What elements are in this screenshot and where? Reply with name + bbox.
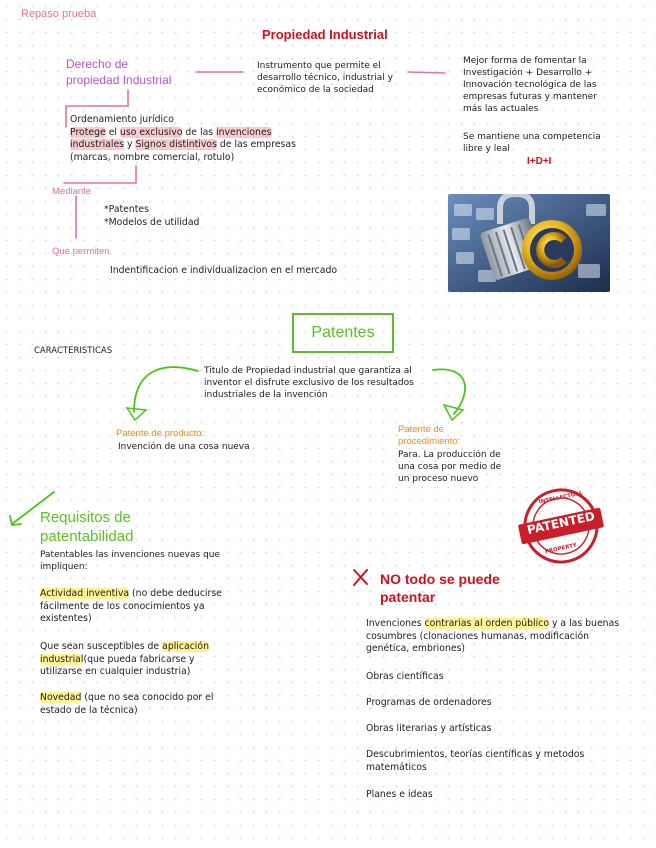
- text-line: un proceso nuevo: [398, 474, 479, 484]
- text-line: Investigación + Desarrollo +: [463, 68, 593, 78]
- no-todo-item: Programas de ordenadores: [366, 697, 492, 708]
- text-line: Se mantiene una competencia: [463, 132, 601, 142]
- text-line: industriales de la invención: [204, 390, 328, 400]
- text-line: matemáticos: [366, 761, 427, 773]
- text-segment: (que no sea conocido por el: [81, 692, 214, 703]
- stamp-top-text: INTELLECTUAL: [538, 490, 584, 506]
- text-line: (marcas, nombre comercial, rotulo): [70, 151, 235, 163]
- patente-producto-label: Patente de producto:: [116, 428, 205, 439]
- stamp-bottom-text: PROPERTY: [544, 542, 578, 556]
- requisitos-heading: [40, 508, 133, 546]
- page-title: Propiedad Industrial: [262, 27, 388, 42]
- padlock-copyright-image: [448, 194, 610, 292]
- text-segment: Invenciones: [366, 618, 425, 629]
- text-segment: (que pueda fabricarse y: [83, 653, 195, 665]
- stamp-center-text: PATENTED: [525, 508, 597, 538]
- text-line: utilizarse en cualquier industria): [40, 666, 191, 677]
- permiten-label: Que permiten: [52, 246, 110, 257]
- text-segment: de las: [182, 126, 217, 138]
- heading-line: patentabilidad: [40, 528, 134, 545]
- text-line: [70, 127, 330, 140]
- list-item: *Modelos de utilidad: [104, 216, 200, 228]
- patentes-title-box: Patentes: [292, 313, 394, 353]
- heading-line: NO todo se puede: [380, 571, 500, 587]
- patente-procedimiento-label: [398, 424, 460, 448]
- text-line: Innovación tecnológica de las: [463, 80, 597, 90]
- text-line: Ordenamiento jurídico: [70, 114, 174, 125]
- text-line: fácilmente de los conocimientos ya: [40, 600, 205, 612]
- text-line: [40, 641, 209, 654]
- caracteristicas-label: CARACTERISTICAS: [34, 346, 113, 356]
- no-todo-invenciones: [366, 618, 651, 656]
- permiten-text: Indentificacion e individualizacion en el mercado: [110, 265, 338, 276]
- mejor-forma-text: [463, 55, 653, 115]
- patente-procedimiento-text: [398, 449, 501, 485]
- derecho-heading: [66, 56, 171, 88]
- derecho-heading-line: Derecho de: [66, 57, 129, 71]
- derecho-heading-line: propiedad Industrial: [66, 73, 172, 87]
- text-line: económico de la sociedad: [257, 85, 374, 95]
- highlight: Actividad inventiva: [40, 588, 130, 599]
- instrumento-text: [257, 60, 393, 96]
- text-line: [70, 139, 330, 152]
- text-line: existentes): [40, 613, 92, 624]
- text-line: Patente de: [398, 424, 444, 435]
- text-line: Descubrimientos, teorías científicas y metodos: [366, 749, 585, 760]
- text-line: Para. La producción de: [398, 450, 501, 460]
- text-line: [40, 692, 213, 705]
- text-line: procedimiento:: [398, 436, 461, 447]
- requisito-novedad: [40, 692, 213, 717]
- text-line: desarrollo técnico, industrial y: [257, 73, 394, 83]
- highlight: contrarias al orden público: [424, 618, 550, 629]
- text-segment: y: [124, 139, 136, 150]
- highlight: invenciones: [216, 126, 272, 138]
- requisito-aplicacion: [40, 641, 209, 679]
- patente-producto-text: Invención de una cosa nueva: [118, 442, 250, 452]
- no-todo-item: Obras científicas: [366, 671, 444, 682]
- text-line: libre y leal: [463, 144, 510, 154]
- text-line: [366, 618, 651, 631]
- text-line: más las actuales: [463, 104, 539, 114]
- highlight: uso exclusivo: [119, 126, 183, 138]
- text-line: genética, embriones): [366, 643, 466, 654]
- list-item: *Patentes: [104, 204, 149, 215]
- text-line: Instrumento que permite el: [257, 61, 381, 71]
- requisitos-intro: [40, 549, 220, 573]
- text-line: [40, 588, 222, 601]
- text-line: inventor el disfrute exclusivo de los resultados: [204, 378, 414, 388]
- heading-line: Requisitos de: [40, 509, 131, 526]
- competencia-text: [463, 131, 601, 155]
- heading-line: patentar: [380, 589, 436, 605]
- highlight: Novedad: [40, 692, 82, 703]
- text-line: [40, 654, 209, 667]
- text-segment: (no debe deducirse: [129, 588, 222, 599]
- highlight: industrial: [40, 653, 84, 665]
- text-line: impliquen:: [40, 562, 88, 572]
- no-todo-item: Obras literarias y artísticas: [366, 723, 492, 734]
- idi-label: I+D+I: [527, 156, 552, 167]
- text-line: Mejor forma de fomentar la: [463, 56, 587, 66]
- patente-definicion: [204, 365, 414, 401]
- text-line: estado de la técnica): [40, 704, 138, 716]
- text-line: cosumbres (clonaciones humanas, modificación: [366, 630, 590, 642]
- repaso-label: Repaso prueba: [21, 8, 97, 20]
- requisito-actividad: [40, 588, 222, 626]
- patented-stamp: [515, 486, 607, 566]
- mediante-list: [104, 204, 199, 229]
- highlight: Protege: [70, 126, 106, 138]
- mediante-label: Mediante: [52, 186, 92, 197]
- no-todo-descubrimientos: [366, 749, 584, 774]
- text-segment: y a las buenas: [549, 618, 620, 629]
- text-line: empresas futuras y mantener: [463, 92, 597, 102]
- text-line: Patentables las invenciones nuevas que: [40, 550, 221, 560]
- no-todo-planes: Planes e ideas: [366, 789, 433, 800]
- text-line: una cosa por medio de: [398, 462, 502, 472]
- text-segment: el: [105, 126, 120, 138]
- no-todo-heading: [380, 570, 500, 606]
- highlight: aplicación: [162, 641, 209, 652]
- text-line: Titulo de Propiedad industrial que garantiza al: [204, 366, 412, 376]
- highlight: industriales: [70, 139, 125, 150]
- text-segment: de las empresas: [216, 139, 296, 150]
- text-segment: Que sean susceptibles de: [40, 641, 163, 652]
- ordenamiento-block: [70, 114, 330, 164]
- highlight: Signos distintivos: [135, 139, 217, 150]
